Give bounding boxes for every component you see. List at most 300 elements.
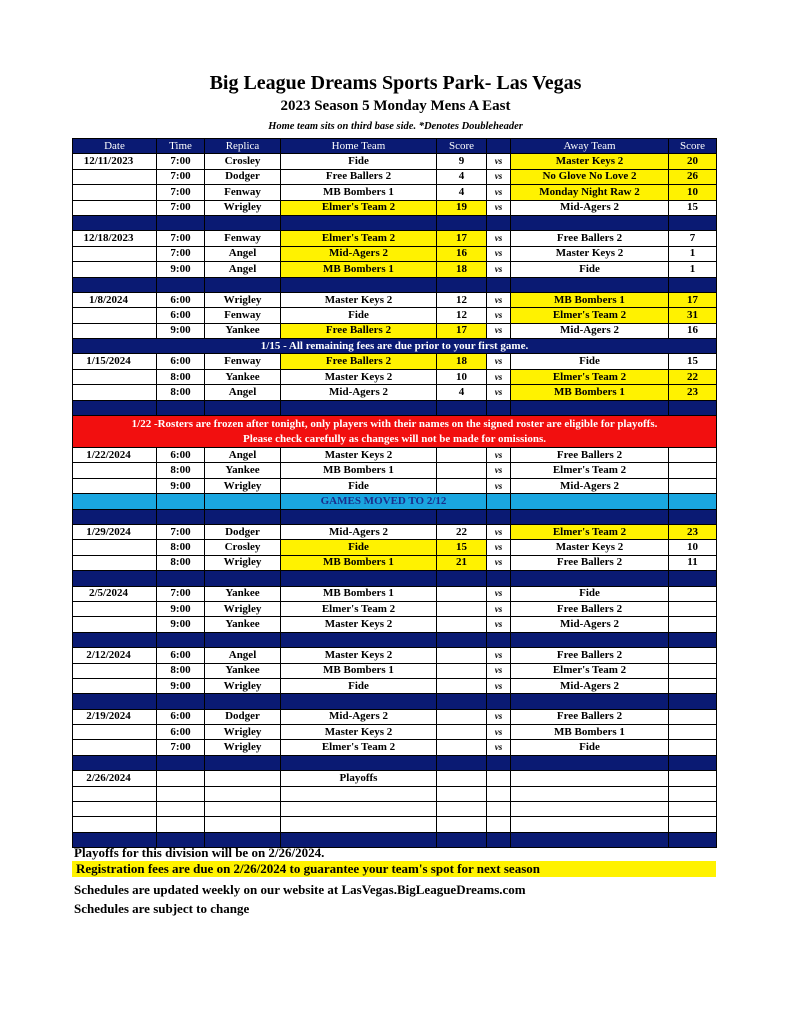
vs-cell: vs: [487, 200, 511, 215]
date-cell: [73, 463, 157, 478]
separator-cell: [487, 277, 511, 292]
away-score-cell: [669, 448, 717, 463]
col-header-away-team: Away Team: [511, 139, 669, 154]
time-cell: 7:00: [157, 154, 205, 169]
separator-row: [73, 755, 717, 770]
table-row: [73, 246, 717, 261]
time-cell: 8:00: [157, 555, 205, 570]
empty-cell: [511, 817, 669, 832]
notice-cell: [157, 494, 205, 509]
away-score-cell: [669, 617, 717, 632]
time-cell: 9:00: [157, 323, 205, 338]
away-team-cell: Free Ballers 2: [511, 648, 669, 663]
vs-cell: vs: [487, 308, 511, 323]
table-row: [73, 740, 717, 755]
date-cell: [73, 540, 157, 555]
away-score-cell: [669, 663, 717, 678]
time-cell: 7:00: [157, 185, 205, 200]
away-score-cell: 15: [669, 354, 717, 369]
away-score-cell: 10: [669, 185, 717, 200]
date-cell: [73, 663, 157, 678]
replica-cell: Wrigley: [205, 725, 281, 740]
replica-cell: Yankee: [205, 463, 281, 478]
separator-cell: [437, 509, 487, 524]
home-team-cell: Master Keys 2: [281, 369, 437, 384]
away-team-cell: Free Ballers 2: [511, 601, 669, 616]
replica-cell: Angel: [205, 648, 281, 663]
home-team-cell: Free Ballers 2: [281, 354, 437, 369]
separator-cell: [205, 755, 281, 770]
date-cell: 2/5/2024: [73, 586, 157, 601]
separator-cell: [437, 694, 487, 709]
empty-cell: [205, 786, 281, 801]
home-score-cell: [437, 709, 487, 724]
home-team-cell: Elmer's Team 2: [281, 231, 437, 246]
empty-cell: [73, 817, 157, 832]
home-team-cell: Fide: [281, 308, 437, 323]
separator-cell: [281, 215, 437, 230]
col-header-vs: [487, 139, 511, 154]
table-row: [73, 555, 717, 570]
away-team-cell: Elmer's Team 2: [511, 369, 669, 384]
date-cell: [73, 308, 157, 323]
away-score-cell: 23: [669, 385, 717, 400]
replica-cell: Wrigley: [205, 555, 281, 570]
separator-cell: [487, 694, 511, 709]
date-cell: [73, 617, 157, 632]
home-team-cell: Elmer's Team 2: [281, 601, 437, 616]
separator-cell: [73, 215, 157, 230]
vs-cell: vs: [487, 709, 511, 724]
notice-cell: [669, 494, 717, 509]
separator-cell: [205, 400, 281, 415]
separator-cell: [157, 571, 205, 586]
time-cell: 7:00: [157, 524, 205, 539]
separator-cell: [157, 400, 205, 415]
home-team-cell: MB Bombers 1: [281, 555, 437, 570]
date-cell: [73, 369, 157, 384]
blank-row: [73, 786, 717, 801]
notice-row: [73, 339, 717, 354]
footer-website-note: Schedules are updated weekly on our website at LasVegas.BigLeagueDreams.com: [74, 882, 526, 897]
home-team-cell: Free Ballers 2: [281, 323, 437, 338]
separator-cell: [157, 632, 205, 647]
time-cell: 9:00: [157, 601, 205, 616]
empty-cell: [437, 802, 487, 817]
empty-cell: [281, 802, 437, 817]
header-row: [73, 139, 717, 154]
page-note: Home team sits on third base side. *Denotes Doubleheader: [268, 121, 523, 132]
empty-cell: [487, 786, 511, 801]
col-header-date: Date: [73, 139, 157, 154]
date-cell: 2/26/2024: [73, 771, 157, 786]
separator-cell: [281, 694, 437, 709]
replica-cell: Angel: [205, 246, 281, 261]
time-cell: 7:00: [157, 586, 205, 601]
empty-cell: [487, 802, 511, 817]
home-team-cell: MB Bombers 1: [281, 185, 437, 200]
replica-cell: Fenway: [205, 354, 281, 369]
away-score-cell: [669, 725, 717, 740]
separator-cell: [281, 509, 437, 524]
empty-cell: [437, 771, 487, 786]
separator-cell: [437, 571, 487, 586]
page-subtitle: 2023 Season 5 Monday Mens A East: [280, 98, 511, 114]
separator-cell: [437, 400, 487, 415]
footer-registration-note: Registration fees are due on 2/26/2024 to guarantee your team's spot for next season: [72, 861, 716, 877]
vs-cell: vs: [487, 725, 511, 740]
away-score-cell: 7: [669, 231, 717, 246]
away-team-cell: Mid-Agers 2: [511, 200, 669, 215]
vs-cell: vs: [487, 663, 511, 678]
home-score-cell: [437, 648, 487, 663]
separator-cell: [73, 694, 157, 709]
time-cell: 6:00: [157, 648, 205, 663]
home-score-cell: [437, 663, 487, 678]
away-team-cell: Fide: [511, 586, 669, 601]
time-cell: 6:00: [157, 354, 205, 369]
separator-cell: [511, 215, 669, 230]
home-score-cell: 4: [437, 169, 487, 184]
date-cell: [73, 740, 157, 755]
home-team-cell: Mid-Agers 2: [281, 709, 437, 724]
replica-cell: Fenway: [205, 185, 281, 200]
date-cell: [73, 678, 157, 693]
vs-cell: vs: [487, 354, 511, 369]
replica-cell: Wrigley: [205, 200, 281, 215]
home-team-cell: MB Bombers 1: [281, 663, 437, 678]
empty-cell: [437, 817, 487, 832]
vs-cell: vs: [487, 463, 511, 478]
separator-cell: [669, 694, 717, 709]
separator-cell: [205, 277, 281, 292]
empty-cell: [205, 817, 281, 832]
home-team-cell: MB Bombers 1: [281, 586, 437, 601]
vs-cell: vs: [487, 555, 511, 570]
away-score-cell: 23: [669, 524, 717, 539]
roster-alert-line2: Please check carefully as changes will not be made for omissions.: [243, 432, 546, 445]
away-score-cell: [669, 478, 717, 493]
empty-cell: [669, 817, 717, 832]
table-row: [73, 601, 717, 616]
games-moved-text: GAMES MOVED TO 2/12: [281, 494, 487, 509]
notice-cell: [511, 494, 669, 509]
home-score-cell: 10: [437, 369, 487, 384]
home-score-cell: 17: [437, 231, 487, 246]
home-team-cell: Master Keys 2: [281, 725, 437, 740]
away-score-cell: 17: [669, 292, 717, 307]
away-score-cell: [669, 678, 717, 693]
date-cell: 12/11/2023: [73, 154, 157, 169]
separator-cell: [487, 509, 511, 524]
separator-cell: [487, 400, 511, 415]
time-cell: 8:00: [157, 540, 205, 555]
replica-cell: Angel: [205, 448, 281, 463]
date-cell: [73, 601, 157, 616]
vs-cell: vs: [487, 540, 511, 555]
home-team-cell: MB Bombers 1: [281, 463, 437, 478]
separator-cell: [157, 509, 205, 524]
separator-cell: [511, 509, 669, 524]
home-team-cell: MB Bombers 1: [281, 262, 437, 277]
table-row: [73, 663, 717, 678]
away-score-cell: [669, 601, 717, 616]
home-score-cell: 17: [437, 323, 487, 338]
table-row: [73, 262, 717, 277]
away-team-cell: Mid-Agers 2: [511, 323, 669, 338]
home-score-cell: 4: [437, 185, 487, 200]
page-title: Big League Dreams Sports Park- Las Vegas: [209, 72, 582, 94]
time-cell: 9:00: [157, 617, 205, 632]
separator-cell: [437, 277, 487, 292]
home-team-cell: Master Keys 2: [281, 617, 437, 632]
separator-cell: [437, 755, 487, 770]
empty-cell: [487, 817, 511, 832]
separator-cell: [281, 571, 437, 586]
date-cell: [73, 200, 157, 215]
separator-cell: [73, 400, 157, 415]
away-score-cell: 1: [669, 246, 717, 261]
empty-cell: [669, 802, 717, 817]
games-moved-row: [73, 494, 717, 509]
separator-cell: [281, 632, 437, 647]
home-team-cell: Playoffs: [281, 771, 437, 786]
home-team-cell: Fide: [281, 540, 437, 555]
date-cell: 12/18/2023: [73, 231, 157, 246]
notice-cell: [73, 494, 157, 509]
date-cell: [73, 169, 157, 184]
away-team-cell: Fide: [511, 740, 669, 755]
replica-cell: Angel: [205, 385, 281, 400]
vs-cell: vs: [487, 246, 511, 261]
home-team-cell: Elmer's Team 2: [281, 200, 437, 215]
table-row: [73, 185, 717, 200]
replica-cell: Dodger: [205, 709, 281, 724]
empty-cell: [511, 786, 669, 801]
home-team-cell: Fide: [281, 478, 437, 493]
away-team-cell: Elmer's Team 2: [511, 524, 669, 539]
time-cell: 6:00: [157, 725, 205, 740]
away-score-cell: 22: [669, 369, 717, 384]
vs-cell: vs: [487, 740, 511, 755]
table-row: [73, 200, 717, 215]
away-score-cell: 26: [669, 169, 717, 184]
home-team-cell: Master Keys 2: [281, 648, 437, 663]
separator-cell: [205, 215, 281, 230]
empty-cell: [669, 771, 717, 786]
table-row: [73, 463, 717, 478]
home-team-cell: Elmer's Team 2: [281, 740, 437, 755]
separator-cell: [73, 632, 157, 647]
home-score-cell: [437, 448, 487, 463]
date-cell: [73, 185, 157, 200]
away-score-cell: [669, 709, 717, 724]
time-cell: 6:00: [157, 292, 205, 307]
replica-cell: Wrigley: [205, 478, 281, 493]
empty-cell: [437, 786, 487, 801]
notice-cell: [487, 494, 511, 509]
separator-cell: [487, 632, 511, 647]
away-team-cell: Elmer's Team 2: [511, 663, 669, 678]
away-team-cell: MB Bombers 1: [511, 725, 669, 740]
time-cell: 7:00: [157, 200, 205, 215]
home-score-cell: 18: [437, 262, 487, 277]
empty-cell: [157, 817, 205, 832]
away-team-cell: Master Keys 2: [511, 246, 669, 261]
home-team-cell: Mid-Agers 2: [281, 524, 437, 539]
home-team-cell: Mid-Agers 2: [281, 246, 437, 261]
replica-cell: [205, 771, 281, 786]
home-score-cell: 19: [437, 200, 487, 215]
away-score-cell: 15: [669, 200, 717, 215]
date-cell: [73, 478, 157, 493]
col-header-time: Time: [157, 139, 205, 154]
table-row: [73, 385, 717, 400]
separator-cell: [205, 571, 281, 586]
date-cell: [73, 246, 157, 261]
vs-cell: vs: [487, 385, 511, 400]
away-team-cell: Mid-Agers 2: [511, 678, 669, 693]
replica-cell: Dodger: [205, 169, 281, 184]
notice-text: 1/15 - All remaining fees are due prior to your first game.: [73, 339, 717, 354]
blank-row: [73, 802, 717, 817]
separator-cell: [511, 571, 669, 586]
away-team-cell: MB Bombers 1: [511, 385, 669, 400]
home-team-cell: Master Keys 2: [281, 448, 437, 463]
away-score-cell: 16: [669, 323, 717, 338]
away-score-cell: 11: [669, 555, 717, 570]
separator-cell: [205, 694, 281, 709]
separator-cell: [669, 632, 717, 647]
separator-cell: [669, 755, 717, 770]
separator-cell: [281, 400, 437, 415]
vs-cell: vs: [487, 648, 511, 663]
home-score-cell: [437, 601, 487, 616]
separator-cell: [73, 277, 157, 292]
roster-alert-row: [73, 416, 717, 448]
separator-cell: [669, 215, 717, 230]
vs-cell: vs: [487, 169, 511, 184]
vs-cell: vs: [487, 586, 511, 601]
away-team-cell: Mid-Agers 2: [511, 478, 669, 493]
away-team-cell: Monday Night Raw 2: [511, 185, 669, 200]
vs-cell: vs: [487, 185, 511, 200]
home-team-cell: Fide: [281, 154, 437, 169]
time-cell: 9:00: [157, 478, 205, 493]
playoff-row: [73, 771, 717, 786]
notice-cell: [205, 494, 281, 509]
time-cell: 8:00: [157, 369, 205, 384]
away-score-cell: [669, 586, 717, 601]
away-score-cell: 31: [669, 308, 717, 323]
table-row: [73, 524, 717, 539]
separator-cell: [669, 571, 717, 586]
replica-cell: Crosley: [205, 540, 281, 555]
away-score-cell: 1: [669, 262, 717, 277]
vs-cell: vs: [487, 292, 511, 307]
home-team-cell: Mid-Agers 2: [281, 385, 437, 400]
vs-cell: vs: [487, 262, 511, 277]
table-row: [73, 617, 717, 632]
table-row: [73, 586, 717, 601]
replica-cell: Wrigley: [205, 601, 281, 616]
time-cell: 8:00: [157, 663, 205, 678]
separator-cell: [437, 215, 487, 230]
table-row: [73, 709, 717, 724]
home-team-cell: Fide: [281, 678, 437, 693]
replica-cell: Yankee: [205, 663, 281, 678]
home-score-cell: 18: [437, 354, 487, 369]
date-cell: 2/12/2024: [73, 648, 157, 663]
time-cell: 6:00: [157, 448, 205, 463]
separator-cell: [511, 277, 669, 292]
away-team-cell: Elmer's Team 2: [511, 463, 669, 478]
date-cell: [73, 323, 157, 338]
table-row: [73, 323, 717, 338]
separator-cell: [487, 215, 511, 230]
separator-row: [73, 215, 717, 230]
replica-cell: Yankee: [205, 323, 281, 338]
roster-alert-line1: 1/22 -Rosters are frozen after tonight, only players with their names on the signed roster are eligible for playoffs.: [131, 417, 658, 430]
replica-cell: Fenway: [205, 231, 281, 246]
table-row: [73, 678, 717, 693]
roster-alert: [73, 416, 717, 448]
blank-row: [73, 817, 717, 832]
replica-cell: Yankee: [205, 586, 281, 601]
separator-cell: [487, 755, 511, 770]
time-cell: 8:00: [157, 385, 205, 400]
footer-playoffs-note: Playoffs for this division will be on 2/26/2024.: [74, 845, 325, 860]
replica-cell: Dodger: [205, 524, 281, 539]
away-team-cell: No Glove No Love 2: [511, 169, 669, 184]
away-team-cell: Elmer's Team 2: [511, 308, 669, 323]
table-row: [73, 540, 717, 555]
empty-cell: [511, 802, 669, 817]
home-score-cell: 12: [437, 308, 487, 323]
separator-cell: [157, 694, 205, 709]
empty-cell: [205, 802, 281, 817]
empty-cell: [511, 771, 669, 786]
separator-cell: [157, 755, 205, 770]
away-score-cell: [669, 648, 717, 663]
col-header-home-score: Score: [437, 139, 487, 154]
away-score-cell: [669, 740, 717, 755]
vs-cell: vs: [487, 369, 511, 384]
separator-cell: [281, 755, 437, 770]
empty-cell: [281, 786, 437, 801]
away-team-cell: MB Bombers 1: [511, 292, 669, 307]
empty-cell: [73, 802, 157, 817]
home-score-cell: [437, 617, 487, 632]
replica-cell: Wrigley: [205, 292, 281, 307]
home-score-cell: [437, 478, 487, 493]
separator-cell: [157, 215, 205, 230]
table-row: [73, 478, 717, 493]
separator-cell: [157, 277, 205, 292]
home-score-cell: 16: [437, 246, 487, 261]
date-cell: [73, 262, 157, 277]
separator-cell: [511, 632, 669, 647]
table-row: [73, 231, 717, 246]
separator-cell: [205, 509, 281, 524]
away-team-cell: Free Ballers 2: [511, 448, 669, 463]
empty-cell: [157, 786, 205, 801]
time-cell: 6:00: [157, 709, 205, 724]
col-header-away-score: Score: [669, 139, 717, 154]
table-row: [73, 169, 717, 184]
empty-cell: [487, 771, 511, 786]
away-score-cell: [669, 463, 717, 478]
